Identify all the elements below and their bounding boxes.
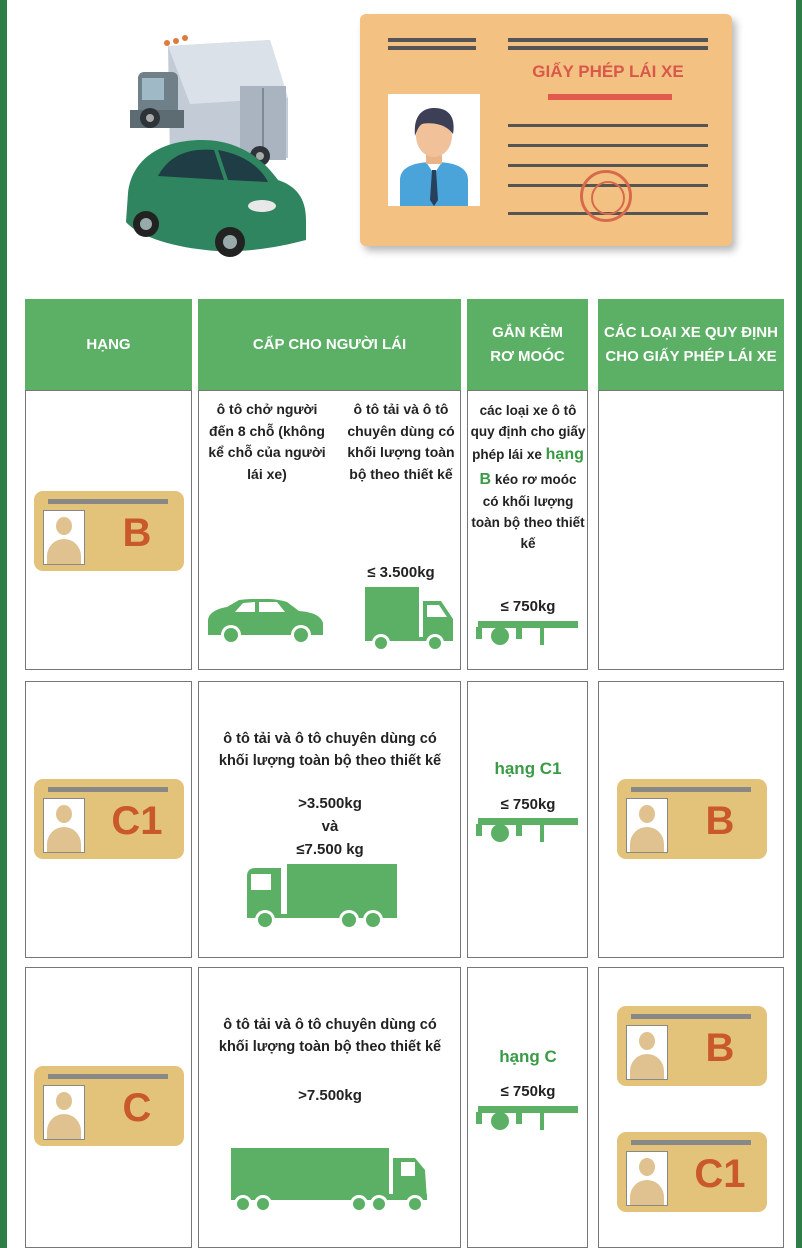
license-card-included-b [617,1006,767,1086]
license-card-included-c1 [617,1132,767,1212]
hero-license-card [360,14,732,246]
row-c1-trailer-cell [467,681,588,958]
row-c1-included-cell [598,681,784,958]
header-issued-for: CẤP CHO NGƯỜI LÁI [198,299,461,390]
frame-left [0,0,7,1248]
row-b-car-text: ô tô chở người đến 8 chỗ (không kể chỗ của người lái xe) [208,401,326,483]
row-c-trailer-weight: ≤ 750kg [500,1083,556,1100]
row-c1-trailer-class: hạng C1 [494,759,562,778]
person-icon [43,510,85,565]
frame-right [796,0,802,1248]
trailer-icon [476,1104,580,1134]
person-icon [43,1085,85,1140]
person-icon [626,1151,668,1206]
license-class-letter: B [705,1026,735,1070]
car-icon [205,599,325,649]
header-trailer: GẮN KÈM RƠ MOÓC [467,299,588,390]
row-b-included-cell [598,390,784,670]
row-b-trailer-text: các loại xe ô tô quy định cho giấy phép lái xe hạng B kéo rơ moóc có khối lượng toàn bộ theo thiết kế [470,403,586,552]
row-b-trailer-class-highlight: hạng B [479,445,584,488]
row-c-weight: >7.500kg [298,1087,362,1104]
row-c-trailer-cell [467,967,588,1248]
header-class: HẠNG [25,299,192,390]
row-b-issued-cell [198,390,461,670]
license-class-letter: B [122,511,152,555]
row-c1-trailer-weight: ≤ 750kg [500,796,556,813]
row-c-issued-cell [198,967,461,1248]
row-c-class-cell [25,967,192,1248]
license-class-letter: C1 [694,1152,746,1196]
truck-icon [245,862,399,934]
person-icon [388,94,480,206]
row-c1-issued-cell [198,681,461,958]
row-c1-vehicle-text: ô tô tải và ô tô chuyên dùng có khối lượng toàn bộ theo thiết kế [218,731,442,770]
truck-icon [363,587,457,653]
license-class-letter: C1 [111,799,163,843]
row-c1-weight-and: và [321,818,339,835]
person-icon [626,1025,668,1080]
row-c1-class-cell [25,681,192,958]
trailer-icon [476,619,580,649]
row-c1-weight-min: >3.500kg [298,795,362,812]
person-icon [626,798,668,853]
hero-license-title: GIẤY PHÉP LÁI XE [532,62,684,81]
row-c-trailer-class: hạng C [499,1047,557,1066]
row-b-trailer-weight: ≤ 750kg [500,598,556,615]
license-card-b [34,491,184,571]
hero-person-photo [388,94,480,206]
license-card-c [34,1066,184,1146]
person-icon [43,798,85,853]
license-class-letter: C [122,1086,152,1130]
hero-vehicles [110,28,320,273]
trailer-icon [476,816,580,846]
header-included-classes: CÁC LOẠI XE QUY ĐỊNH CHO GIẤY PHÉP LÁI XE [598,299,784,390]
row-b-truck-weight: ≤ 3.500kg [367,564,435,581]
row-b-class-cell [25,390,192,670]
row-c1-weight-max: ≤7.500 kg [296,841,364,858]
license-card-c1 [34,779,184,859]
row-c-included-cell [598,967,784,1248]
truck-icon [229,1144,433,1220]
row-b-trailer-cell [467,390,588,670]
row-b-truck-text: ô tô tải và ô tô chuyên dùng có khối lượng toàn bộ theo thiết kế [347,401,455,483]
license-class-letter: B [705,799,735,843]
license-card-included-b [617,779,767,859]
stamp-icon [580,170,632,222]
row-c-vehicle-text: ô tô tải và ô tô chuyên dùng có khối lượng toàn bộ theo thiết kế [218,1017,442,1056]
